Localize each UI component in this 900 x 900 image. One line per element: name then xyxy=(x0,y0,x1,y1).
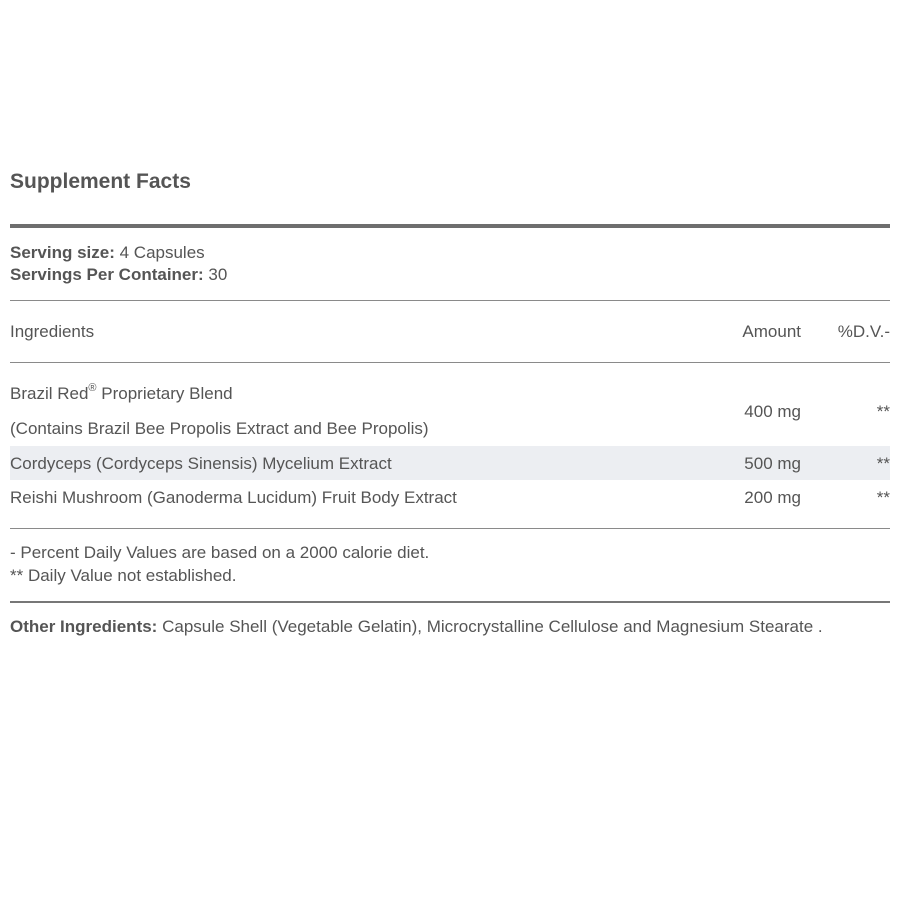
ingredient-dv: ** xyxy=(876,454,890,473)
other-ingredients-value: Capsule Shell (Vegetable Gelatin), Microcrystalline Cellulose and Magnesium Stearate . xyxy=(162,617,823,636)
ingredient-name: Cordyceps (Cordyceps Sinensis) Mycelium Extract xyxy=(10,454,392,473)
footnote: ** Daily Value not established. xyxy=(10,566,237,585)
ingredient-amount: 400 mg xyxy=(744,402,801,421)
servings-per-container xyxy=(10,265,227,285)
ingredient-amount: 500 mg xyxy=(744,454,801,473)
header-dv: %D.V.- xyxy=(837,322,890,341)
servings-per-container-label: Servings Per Container: xyxy=(10,265,204,284)
servings-per-container-value: 30 xyxy=(208,265,228,284)
title-divider xyxy=(10,224,890,228)
panel-title: Supplement Facts xyxy=(10,170,191,193)
header-ingredients: Ingredients xyxy=(10,322,95,341)
other-ingredients xyxy=(10,617,823,637)
footnote-divider xyxy=(10,601,890,603)
ingredient-name xyxy=(10,384,233,404)
registered-mark: ® xyxy=(88,382,97,394)
ingredient-amount: 200 mg xyxy=(744,488,801,507)
table-divider xyxy=(10,528,890,529)
serving-size-value: 4 Capsules xyxy=(119,243,205,262)
footnote: - Percent Daily Values are based on a 2000 calorie diet. xyxy=(10,543,430,562)
serving-divider xyxy=(10,300,890,301)
ingredient-name: Reishi Mushroom (Ganoderma Lucidum) Fruit Body Extract xyxy=(10,488,457,507)
ingredient-name-main: Brazil Red xyxy=(10,384,89,403)
ingredient-dv: ** xyxy=(876,488,890,507)
header-divider xyxy=(10,362,890,363)
ingredient-dv: ** xyxy=(876,402,890,421)
serving-size-label: Serving size: xyxy=(10,243,115,262)
header-amount: Amount xyxy=(742,322,801,341)
ingredient-name-suffix: Proprietary Blend xyxy=(101,384,233,403)
serving-size xyxy=(10,243,205,263)
ingredient-note: (Contains Brazil Bee Propolis Extract and Bee Propolis) xyxy=(10,419,429,438)
other-ingredients-label: Other Ingredients: xyxy=(10,617,158,636)
